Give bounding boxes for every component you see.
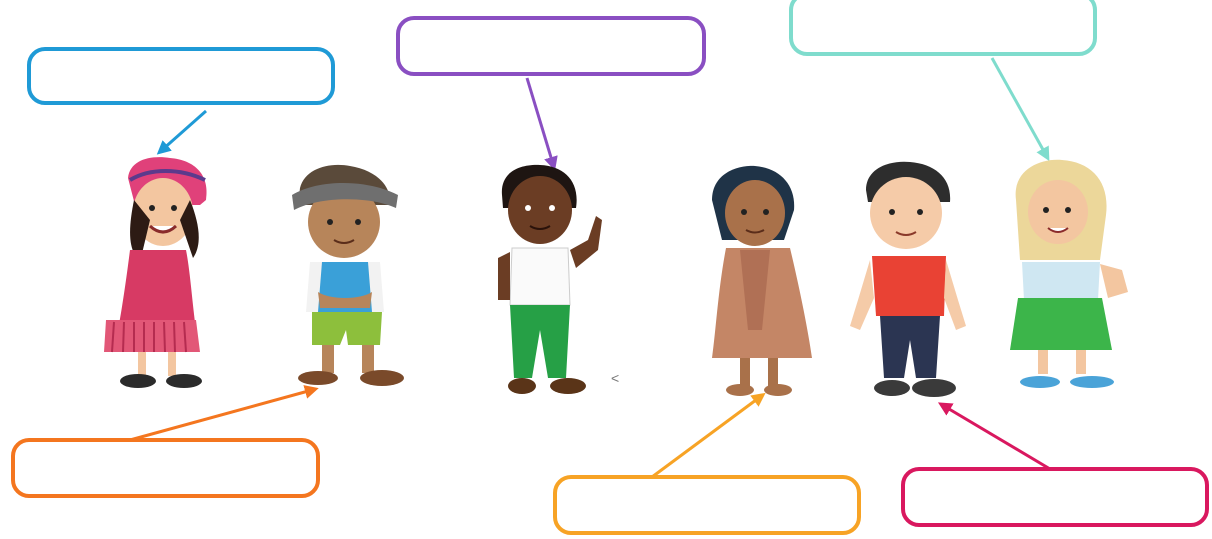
stray-mark: < — [611, 370, 620, 386]
character-girl-headscarf — [1010, 160, 1128, 388]
character-boy-red-shirt — [850, 162, 966, 397]
arrow-bottom-right — [944, 406, 1050, 469]
arrow-bottom-center — [652, 397, 760, 477]
character-child-brown-robe — [712, 166, 812, 396]
arrow-bottom-left — [130, 390, 312, 440]
arrow-top-right — [992, 58, 1046, 155]
arrow-top-left — [162, 111, 206, 150]
character-boy-green-pants — [498, 165, 602, 394]
character-girl-pink — [104, 157, 207, 388]
arrow-top-center — [527, 78, 553, 164]
character-boy-headband — [292, 165, 404, 386]
